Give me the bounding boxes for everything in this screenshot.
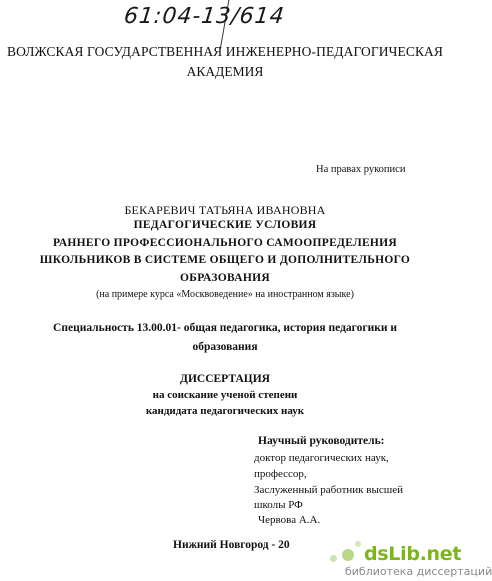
advisor-name: Червова А.А. — [258, 514, 321, 526]
advisor-heading: Научный руководитель: — [258, 435, 385, 447]
title-line4: ОБРАЗОВАНИЯ — [180, 272, 270, 284]
institution-name-line2: АКАДЕМИЯ — [186, 64, 264, 79]
title-line2: РАННЕГО ПРОФЕССИОНАЛЬНОГО САМООПРЕДЕЛЕНИЯ — [52, 237, 398, 249]
title-line1: ПЕДАГОГИЧЕСКИЕ УСЛОВИЯ — [133, 219, 317, 231]
author-name: БЕКАРЕВИЧ ТАТЬЯНА ИВАНОВНА — [124, 203, 326, 217]
advisor-degree: доктор педагогических наук, — [254, 452, 389, 464]
city-year: Нижний Новгород - 20 — [173, 539, 290, 551]
archive-number: 61:04-13/614 — [122, 4, 287, 29]
watermark-dot-icon — [355, 541, 361, 547]
title-line3: ШКОЛЬНИКОВ В СИСТЕМЕ ОБЩЕГО И ДОПОЛНИТЕЛЬНОГО — [39, 254, 411, 266]
watermark-dot-icon — [342, 549, 354, 561]
institution-name-line1: ВОЛЖСКАЯ ГОСУДАРСТВЕННАЯ ИНЖЕНЕРНО-ПЕДАГОГИЧЕСКАЯ — [6, 44, 444, 59]
dissertation-degree-line1: на соискание ученой степени — [152, 389, 298, 401]
title-subtitle: (на примере курса «Москвоведение» на иностранном языке) — [96, 289, 354, 300]
manuscript-note: На правах рукописи — [316, 164, 406, 175]
advisor-honor-line2: школы РФ — [254, 499, 303, 511]
dslib-watermark — [300, 531, 492, 581]
watermark-dot-icon — [330, 555, 337, 562]
specialty-line2: образования — [192, 341, 258, 353]
watermark-subtitle: библиотека диссертаций — [345, 565, 492, 578]
specialty-line1: Специальность 13.00.01- общая педагогика, история педагогики и — [53, 322, 397, 334]
advisor-honor-line1: Заслуженный работник высшей — [254, 484, 403, 496]
dissertation-heading: ДИССЕРТАЦИЯ — [180, 373, 270, 385]
dissertation-degree-line2: кандидата педагогических наук — [145, 405, 305, 417]
advisor-title: профессор, — [254, 468, 307, 480]
watermark-title: dsLib.net — [364, 543, 462, 565]
